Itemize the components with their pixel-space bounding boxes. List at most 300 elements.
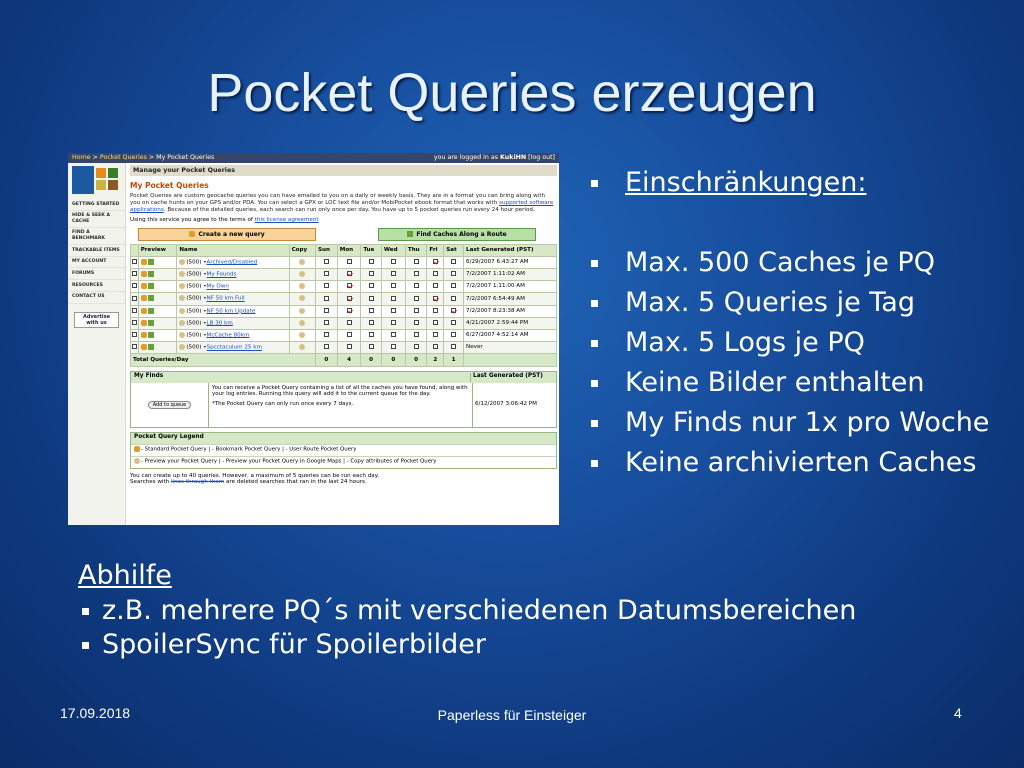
day-cell — [444, 329, 464, 341]
day-checkbox[interactable] — [347, 259, 352, 264]
legend-title: Pocket Query Legend — [134, 433, 204, 440]
day-checkbox[interactable] — [451, 344, 456, 349]
day-cell — [381, 342, 405, 354]
copy-cell — [289, 342, 315, 354]
day-cell — [405, 256, 427, 268]
preview-cell — [138, 293, 177, 305]
logout-link[interactable]: [log out] — [526, 154, 555, 162]
day-cell — [381, 317, 405, 329]
preview-map-icon[interactable] — [148, 271, 154, 277]
query-name-link[interactable]: My Own — [206, 283, 229, 290]
copy-cell — [289, 329, 315, 341]
last-generated-cell: 7/2/2007 1:11:02 AM — [464, 269, 557, 281]
license-link[interactable]: this license agreement — [254, 216, 319, 223]
slide-title: Pocket Queries erzeugen — [207, 63, 817, 123]
day-checkbox[interactable] — [391, 271, 396, 276]
day-cell — [444, 317, 464, 329]
sidebar-nav — [68, 199, 125, 304]
day-cell — [444, 342, 464, 354]
day-cell — [315, 329, 337, 341]
breadcrumb-sep: > — [90, 154, 100, 162]
edit-query-icon[interactable] — [141, 320, 147, 326]
site-sidebar — [68, 163, 126, 525]
query-name-bullet: • — [203, 283, 207, 290]
day-checkbox[interactable] — [433, 259, 438, 264]
day-cell — [405, 342, 427, 354]
copy-cell — [289, 305, 315, 317]
day-cell — [381, 305, 405, 317]
column-header: Name — [177, 244, 289, 256]
day-checkbox[interactable] — [414, 320, 419, 325]
day-cell — [337, 317, 361, 329]
day-cell — [427, 329, 444, 341]
row-checkbox[interactable] — [132, 308, 137, 313]
username-link[interactable]: KukiHN — [500, 154, 527, 162]
edit-query-icon[interactable] — [141, 259, 147, 265]
day-checkbox[interactable] — [391, 259, 396, 264]
column-header: Mon — [337, 244, 361, 256]
query-name-link[interactable]: Archived/Disabled — [206, 259, 258, 266]
preview-cell — [138, 317, 177, 329]
day-checkbox[interactable] — [369, 259, 374, 264]
last-generated-cell: Never — [464, 342, 557, 354]
last-generated-cell: 7/2/2007 1:11:00 AM — [464, 281, 557, 293]
sidebar-nav-item[interactable]: GETTING STARTED — [68, 199, 125, 211]
day-cell — [427, 342, 444, 354]
day-checkbox[interactable] — [369, 308, 374, 313]
sidebar-nav-item[interactable]: HIDE & SEEK A CACHE — [68, 211, 125, 228]
new-query-icon — [189, 231, 195, 237]
copy-icon[interactable] — [299, 308, 305, 314]
query-count: (500) — [186, 320, 202, 327]
my-finds-description: You can receive a Pocket Query containing a list of all the caches you have found, along with your log entries. Running this query will add it to the current queue for the day. — [212, 384, 468, 398]
query-name-link[interactable]: NF 50 km Update — [206, 308, 256, 315]
day-checkbox[interactable] — [433, 320, 438, 325]
column-header: Last Generated (PST) — [464, 244, 557, 256]
legend-row-2: - Preview your Pocket Query | - Preview your Pocket Query in Google Maps | - Copy attributes of Pocket Query — [141, 458, 437, 465]
query-name-link[interactable]: My Founds — [206, 271, 237, 278]
preview-map-icon[interactable] — [148, 259, 154, 265]
edit-query-icon[interactable] — [141, 308, 147, 314]
total-value: 0 — [315, 354, 337, 366]
day-checkbox[interactable] — [369, 320, 374, 325]
column-header: Fri — [427, 244, 444, 256]
row-checkbox[interactable] — [132, 332, 137, 337]
column-header: Sat — [444, 244, 464, 256]
last-generated-cell: 7/2/2007 8:23:38 AM — [464, 305, 557, 317]
row-checkbox[interactable] — [132, 271, 137, 276]
preview-icon[interactable] — [179, 259, 185, 265]
day-cell — [381, 269, 405, 281]
sidebar-nav-item[interactable]: FIND A BENCHMARK — [68, 228, 125, 245]
day-checkbox[interactable] — [451, 271, 456, 276]
route-icon — [407, 231, 413, 237]
day-checkbox[interactable] — [324, 320, 329, 325]
copy-icon[interactable] — [299, 320, 305, 326]
query-count: (500) — [186, 283, 202, 290]
query-name-bullet: • — [203, 295, 207, 302]
day-cell — [315, 256, 337, 268]
query-name-link[interactable]: Spcctaculum 25 km — [206, 344, 262, 351]
column-header: Preview — [138, 244, 177, 256]
day-cell — [444, 256, 464, 268]
bullet-item: Max. 500 Caches je PQ — [588, 246, 1008, 280]
table-row[interactable] — [131, 256, 557, 268]
query-count: (500) — [186, 332, 202, 339]
day-checkbox[interactable] — [347, 308, 352, 313]
bullet-item: Max. 5 Logs je PQ — [588, 326, 1008, 360]
column-header: Tue — [361, 244, 381, 256]
pocket-query-table — [130, 244, 557, 367]
add-to-queue-button[interactable]: Add to queue — [148, 401, 192, 409]
day-cell — [427, 256, 444, 268]
day-cell — [337, 342, 361, 354]
day-cell — [427, 317, 444, 329]
query-name-bullet: • — [203, 332, 207, 339]
day-checkbox[interactable] — [433, 271, 438, 276]
main-content — [128, 163, 557, 525]
day-checkbox[interactable] — [451, 259, 456, 264]
total-value: 0 — [381, 354, 405, 366]
day-cell — [361, 256, 381, 268]
create-query-button[interactable] — [138, 228, 316, 241]
day-checkbox[interactable] — [451, 332, 456, 337]
sidebar-nav-item[interactable]: CONTACT US — [68, 292, 125, 304]
day-checkbox[interactable] — [414, 259, 419, 264]
day-checkbox[interactable] — [391, 296, 396, 301]
day-checkbox[interactable] — [369, 296, 374, 301]
row-select-cell — [131, 317, 139, 329]
breadcrumb-home[interactable]: Home — [72, 154, 91, 162]
day-checkbox[interactable] — [324, 344, 329, 349]
sidebar-nav-item[interactable]: TRACKABLE ITEMS — [68, 245, 125, 257]
intro-part-2: . Because of the detailed queries, each search can run only once per day. You have up to 5 pocket queries run every 24 hour period. — [163, 206, 535, 213]
day-checkbox[interactable] — [451, 296, 456, 301]
name-cell — [177, 317, 289, 329]
day-cell — [315, 317, 337, 329]
edit-query-icon[interactable] — [141, 332, 147, 338]
day-checkbox[interactable] — [347, 320, 352, 325]
pocket-queries-screenshot — [68, 153, 559, 525]
day-checkbox[interactable] — [391, 320, 396, 325]
day-checkbox[interactable] — [433, 308, 438, 313]
day-cell — [405, 305, 427, 317]
preview-map-icon[interactable] — [148, 344, 154, 350]
day-checkbox[interactable] — [414, 308, 419, 313]
row-checkbox[interactable] — [132, 259, 137, 264]
row-select-cell — [131, 293, 139, 305]
table-row[interactable] — [131, 293, 557, 305]
advertise-link[interactable]: Advertise with us — [74, 312, 119, 328]
day-checkbox[interactable] — [391, 283, 396, 288]
copy-icon[interactable] — [299, 271, 305, 277]
footnote — [130, 473, 557, 486]
help-list — [80, 594, 856, 662]
copy-icon[interactable] — [299, 283, 305, 289]
day-checkbox[interactable] — [414, 332, 419, 337]
license-prefix: Using this service you agree to the terms of — [130, 216, 255, 223]
query-name-link[interactable]: McCache 80km — [206, 332, 250, 339]
column-header — [131, 244, 139, 256]
breadcrumb-current: > My Pocket Queries — [146, 154, 215, 162]
day-cell — [405, 293, 427, 305]
preview-icon[interactable] — [179, 320, 185, 326]
day-checkbox[interactable] — [433, 332, 438, 337]
footnote-2b: are deleted searches that ran in the last 24 hours. — [224, 479, 367, 486]
preview-icon[interactable] — [179, 295, 185, 301]
name-cell — [177, 269, 289, 281]
day-cell — [381, 329, 405, 341]
day-cell — [361, 329, 381, 341]
edit-query-icon[interactable] — [141, 271, 147, 277]
row-select-cell — [131, 305, 139, 317]
day-checkbox[interactable] — [451, 308, 456, 313]
query-name-link[interactable]: LB 30 km — [206, 320, 233, 327]
day-checkbox[interactable] — [433, 344, 438, 349]
total-value: 1 — [444, 354, 464, 366]
edit-query-icon[interactable] — [141, 283, 147, 289]
day-cell — [337, 281, 361, 293]
query-name-bullet: • — [203, 259, 207, 266]
query-count: (500) — [186, 344, 202, 351]
query-name-bullet: • — [203, 320, 207, 327]
day-checkbox[interactable] — [369, 344, 374, 349]
legend-row-1: - Standard Pocket Query | - Bookmark Pocket Query | - User Route Pocket Query — [141, 446, 357, 453]
preview-cell — [138, 256, 177, 268]
bullet-item: Keine Bilder enthalten — [588, 366, 1008, 400]
row-select-cell — [131, 256, 139, 268]
row-checkbox[interactable] — [132, 320, 137, 325]
footer-date: 17.09.2018 — [60, 705, 131, 721]
day-checkbox[interactable] — [347, 296, 352, 301]
column-header: Copy — [289, 244, 315, 256]
row-select-cell — [131, 342, 139, 354]
day-checkbox[interactable] — [347, 283, 352, 288]
day-checkbox[interactable] — [451, 283, 456, 288]
table-row[interactable] — [131, 317, 557, 329]
my-finds-last-header: Last Generated (PST) — [470, 373, 553, 382]
preview-map-icon[interactable] — [148, 332, 154, 338]
help-heading: Abhilfe — [78, 560, 172, 591]
day-checkbox[interactable] — [347, 332, 352, 337]
name-cell — [177, 293, 289, 305]
bullet-item: Keine archivierten Caches — [588, 446, 1008, 480]
day-cell — [337, 256, 361, 268]
day-cell — [405, 317, 427, 329]
query-name-bullet: • — [203, 308, 207, 315]
copy-icon[interactable] — [299, 259, 305, 265]
edit-query-icon[interactable] — [141, 344, 147, 350]
query-name-link[interactable]: NF 50 km Full — [206, 295, 245, 302]
my-finds-note: *The Pocket Query can only run once every 7 days. — [212, 400, 354, 407]
column-header: Sun — [315, 244, 337, 256]
footnote-1: You can create up to 40 queries. However, a maximum of 5 queries can be run each day. — [130, 472, 380, 479]
day-checkbox[interactable] — [324, 283, 329, 288]
day-cell — [337, 293, 361, 305]
day-cell — [315, 293, 337, 305]
total-value: 4 — [337, 354, 361, 366]
day-checkbox[interactable] — [391, 308, 396, 313]
total-value: 0 — [361, 354, 381, 366]
license-text — [130, 217, 557, 224]
day-cell — [444, 281, 464, 293]
copy-cell — [289, 269, 315, 281]
preview-cell — [138, 281, 177, 293]
day-cell — [405, 329, 427, 341]
day-cell — [444, 305, 464, 317]
row-checkbox[interactable] — [132, 344, 137, 349]
day-cell — [337, 329, 361, 341]
query-count: (500) — [186, 271, 202, 278]
preview-cell — [138, 269, 177, 281]
day-cell — [444, 269, 464, 281]
manage-title: Manage your Pocket Queries — [130, 165, 557, 176]
day-cell — [361, 305, 381, 317]
row-checkbox[interactable] — [132, 296, 137, 301]
row-checkbox[interactable] — [132, 283, 137, 288]
day-cell — [427, 305, 444, 317]
day-cell — [444, 293, 464, 305]
last-generated-cell: 7/2/2007 6:54:49 AM — [464, 293, 557, 305]
my-finds-box — [130, 371, 557, 428]
footer-title: Paperless für Einsteiger — [437, 707, 587, 723]
day-checkbox[interactable] — [451, 320, 456, 325]
preview-icon[interactable] — [179, 271, 185, 277]
preview-icon[interactable] — [179, 283, 185, 289]
table-row[interactable] — [131, 281, 557, 293]
day-cell — [427, 269, 444, 281]
day-checkbox[interactable] — [369, 332, 374, 337]
footnote-2a: Searches with — [130, 479, 171, 486]
preview-map-icon[interactable] — [148, 320, 154, 326]
day-checkbox[interactable] — [414, 344, 419, 349]
name-cell — [177, 329, 289, 341]
intro-text — [130, 193, 557, 214]
day-checkbox[interactable] — [369, 283, 374, 288]
last-generated-cell: 4/21/2007 2:59:44 PM — [464, 317, 557, 329]
query-name-bullet: • — [203, 344, 207, 351]
table-row[interactable] — [131, 329, 557, 341]
column-header: Wed — [381, 244, 405, 256]
day-checkbox[interactable] — [324, 332, 329, 337]
day-checkbox[interactable] — [433, 296, 438, 301]
preview-icon[interactable] — [179, 308, 185, 314]
day-cell — [427, 281, 444, 293]
day-checkbox[interactable] — [324, 296, 329, 301]
row-select-cell — [131, 281, 139, 293]
help-item: z.B. mehrere PQ´s mit verschiedenen Datumsbereichen — [80, 594, 856, 628]
row-select-cell — [131, 329, 139, 341]
last-generated-cell: 6/27/2007 4:52:14 AM — [464, 329, 557, 341]
preview-icon[interactable] — [179, 344, 185, 350]
sidebar-nav-item[interactable]: FORUMS — [68, 268, 125, 280]
supported-software-link[interactable]: supported software applications — [130, 199, 554, 213]
day-cell — [381, 281, 405, 293]
name-cell — [177, 305, 289, 317]
day-checkbox[interactable] — [324, 308, 329, 313]
day-checkbox[interactable] — [414, 283, 419, 288]
day-cell — [361, 281, 381, 293]
breadcrumb — [68, 153, 559, 163]
day-checkbox[interactable] — [324, 259, 329, 264]
legend-row — [131, 444, 556, 456]
day-checkbox[interactable] — [414, 296, 419, 301]
preview-map-icon[interactable] — [148, 308, 154, 314]
standard-query-icon — [134, 446, 140, 452]
login-status: you are logged in as — [433, 154, 501, 162]
footnote-2 — [130, 479, 557, 486]
find-along-route-label: Find Caches Along a Route — [416, 230, 507, 238]
day-cell — [315, 281, 337, 293]
day-checkbox[interactable] — [347, 271, 352, 276]
day-cell — [337, 305, 361, 317]
day-cell — [315, 305, 337, 317]
copy-cell — [289, 281, 315, 293]
table-row[interactable] — [131, 342, 557, 354]
totals-label: Total Queries/Day — [131, 354, 316, 366]
legend-row — [131, 456, 556, 468]
copy-icon[interactable] — [299, 295, 305, 301]
copy-cell — [289, 293, 315, 305]
sidebar-nav-item[interactable]: MY ACCOUNT — [68, 257, 125, 269]
day-checkbox[interactable] — [391, 344, 396, 349]
day-checkbox[interactable] — [391, 332, 396, 337]
total-value: 0 — [405, 354, 427, 366]
day-checkbox[interactable] — [347, 344, 352, 349]
day-cell — [315, 342, 337, 354]
name-cell — [177, 281, 289, 293]
preview-map-icon[interactable] — [148, 295, 154, 301]
day-cell — [381, 256, 405, 268]
edit-query-icon[interactable] — [141, 295, 147, 301]
day-cell — [427, 293, 444, 305]
totals-row — [131, 354, 557, 366]
name-cell — [177, 342, 289, 354]
column-header: Thu — [405, 244, 427, 256]
geocaching-logo-icon[interactable] — [72, 166, 122, 196]
day-checkbox[interactable] — [324, 271, 329, 276]
day-cell — [381, 293, 405, 305]
day-cell — [361, 342, 381, 354]
preview-cell — [138, 329, 177, 341]
last-generated-cell: 6/29/2007 6:43:27 AM — [464, 256, 557, 268]
row-select-cell — [131, 269, 139, 281]
find-along-route-button[interactable] — [378, 228, 536, 241]
day-cell — [315, 269, 337, 281]
legend-box — [130, 432, 557, 469]
table-row[interactable] — [131, 305, 557, 317]
preview-icon[interactable] — [179, 332, 185, 338]
total-value: 2 — [427, 354, 444, 366]
my-finds-title: My Finds — [134, 372, 164, 379]
day-checkbox[interactable] — [369, 271, 374, 276]
table-row[interactable] — [131, 269, 557, 281]
slide-number: 4 — [954, 705, 962, 721]
copy-icon[interactable] — [299, 332, 305, 338]
sidebar-nav-item[interactable]: RESOURCES — [68, 280, 125, 292]
day-cell — [361, 269, 381, 281]
day-checkbox[interactable] — [433, 283, 438, 288]
day-checkbox[interactable] — [414, 271, 419, 276]
restrictions-heading: Einschränkungen: — [588, 166, 1008, 200]
help-item: SpoilerSync für Spoilerbilder — [80, 628, 856, 662]
breadcrumb-pocket-queries[interactable]: Pocket Queries — [99, 154, 147, 162]
copy-icon[interactable] — [299, 344, 305, 350]
preview-cell — [138, 342, 177, 354]
preview-map-icon[interactable] — [148, 283, 154, 289]
day-cell — [361, 317, 381, 329]
query-count: (500) — [186, 295, 202, 302]
